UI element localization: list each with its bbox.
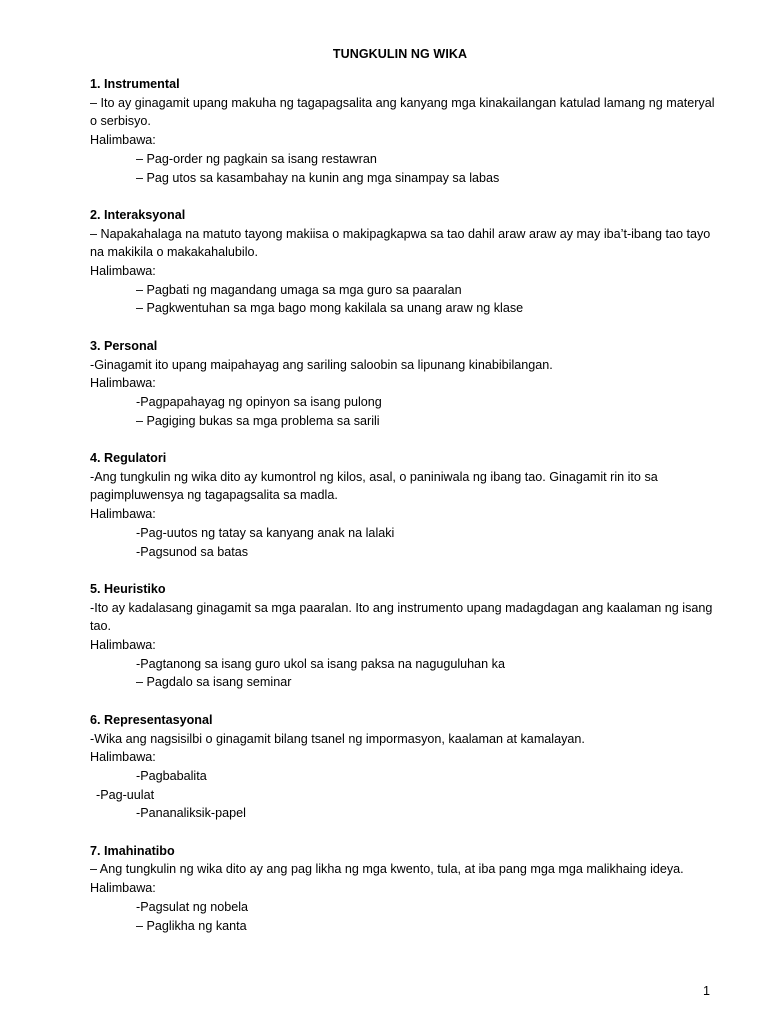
section-regulatori <box>90 449 720 561</box>
example-item: -Pag-uutos ng tatay sa kanyang anak na lalaki <box>136 525 395 540</box>
section-heading: 6. Representasyonal <box>90 712 213 727</box>
example-label: Halimbawa: <box>90 881 156 896</box>
section-personal <box>90 337 720 431</box>
section-interaksyonal <box>90 206 720 318</box>
example-item: -Pag-uulat <box>96 787 155 802</box>
section-heading: 1. Instrumental <box>90 77 180 91</box>
section-imahinatibo <box>90 842 720 936</box>
example-item: – Pagbati ng magandang umaga sa mga guro sa paaralan <box>136 282 462 297</box>
example-label: Halimbawa: <box>90 638 156 653</box>
example-item: – Pagkwentuhan sa mga bago mong kakilala sa unang araw ng klase <box>136 301 524 316</box>
example-label: Halimbawa: <box>90 376 156 391</box>
section-heading: 3. Personal <box>90 338 158 353</box>
section-heuristiko <box>90 580 720 692</box>
section-description: – Napakahalaga na matuto tayong makiisa o makipagkapwa sa tao dahil araw araw ay may iba’t-ibang tao tayo na makikila o makakahalubilo. <box>90 226 711 260</box>
section-description: -Ginagamit ito upang maipahayag ang sariling saloobin sa lipunang kinabibilangan. <box>90 357 553 372</box>
example-label: Halimbawa: <box>90 264 156 279</box>
example-label: Halimbawa: <box>90 133 156 148</box>
section-description: – Ito ay ginagamit upang makuha ng tagapagsalita ang kanyang mga kinakailangan katulad lamang ng materyal o serbisyo. <box>90 95 715 129</box>
section-instrumental <box>90 75 720 187</box>
section-description: – Ang tungkulin ng wika dito ay ang pag likha ng mga kwento, tula, at iba pang mga mga malikhaing ideya. <box>90 862 684 877</box>
section-description: -Ang tungkulin ng wika dito ay kumontrol ng kilos, asal, o paniniwala ng ibang tao. Ginagamit rin ito sa pagimpluwensya ng tagapagsalita sa madla. <box>90 469 658 503</box>
example-label: Halimbawa: <box>90 507 156 522</box>
page-number: 1 <box>702 984 710 998</box>
example-item: -Pagpapahayag ng opinyon sa isang pulong <box>136 394 382 409</box>
example-item: -Pananaliksik-papel <box>136 806 246 821</box>
section-description: -Wika ang nagsisilbi o ginagamit bilang tsanel ng impormasyon, kaalaman at kamalayan. <box>90 731 585 746</box>
example-item: – Paglikha ng kanta <box>136 918 247 933</box>
example-item: – Pagiging bukas sa mga problema sa sarili <box>136 413 380 428</box>
example-item: -Pagbabalita <box>136 768 207 783</box>
section-heading: 5. Heuristiko <box>90 581 166 596</box>
example-label: Halimbawa: <box>90 750 156 765</box>
example-item: -Pagsulat ng nobela <box>136 899 249 914</box>
example-item: – Pag-order ng pagkain sa isang restawran <box>136 151 377 166</box>
example-item: -Pagsunod sa batas <box>136 544 249 559</box>
section-heading: 7. Imahinatibo <box>90 843 175 858</box>
example-item: – Pag utos sa kasambahay na kunin ang mga sinampay sa labas <box>136 170 500 185</box>
section-description: -Ito ay kadalasang ginagamit sa mga paaralan. Ito ang instrumento upang madagdagan ang kaalaman ng isang tao. <box>90 600 713 634</box>
document-body <box>90 75 720 954</box>
example-item: -Pagtanong sa isang guro ukol sa isang paksa na naguguluhan ka <box>136 656 505 671</box>
example-item: – Pagdalo sa isang seminar <box>136 675 292 690</box>
page-title: TUNGKULIN NG WIKA <box>332 47 468 61</box>
section-heading: 2. Interaksyonal <box>90 207 186 222</box>
section-heading: 4. Regulatori <box>90 451 167 466</box>
section-representasyonal <box>90 711 720 823</box>
